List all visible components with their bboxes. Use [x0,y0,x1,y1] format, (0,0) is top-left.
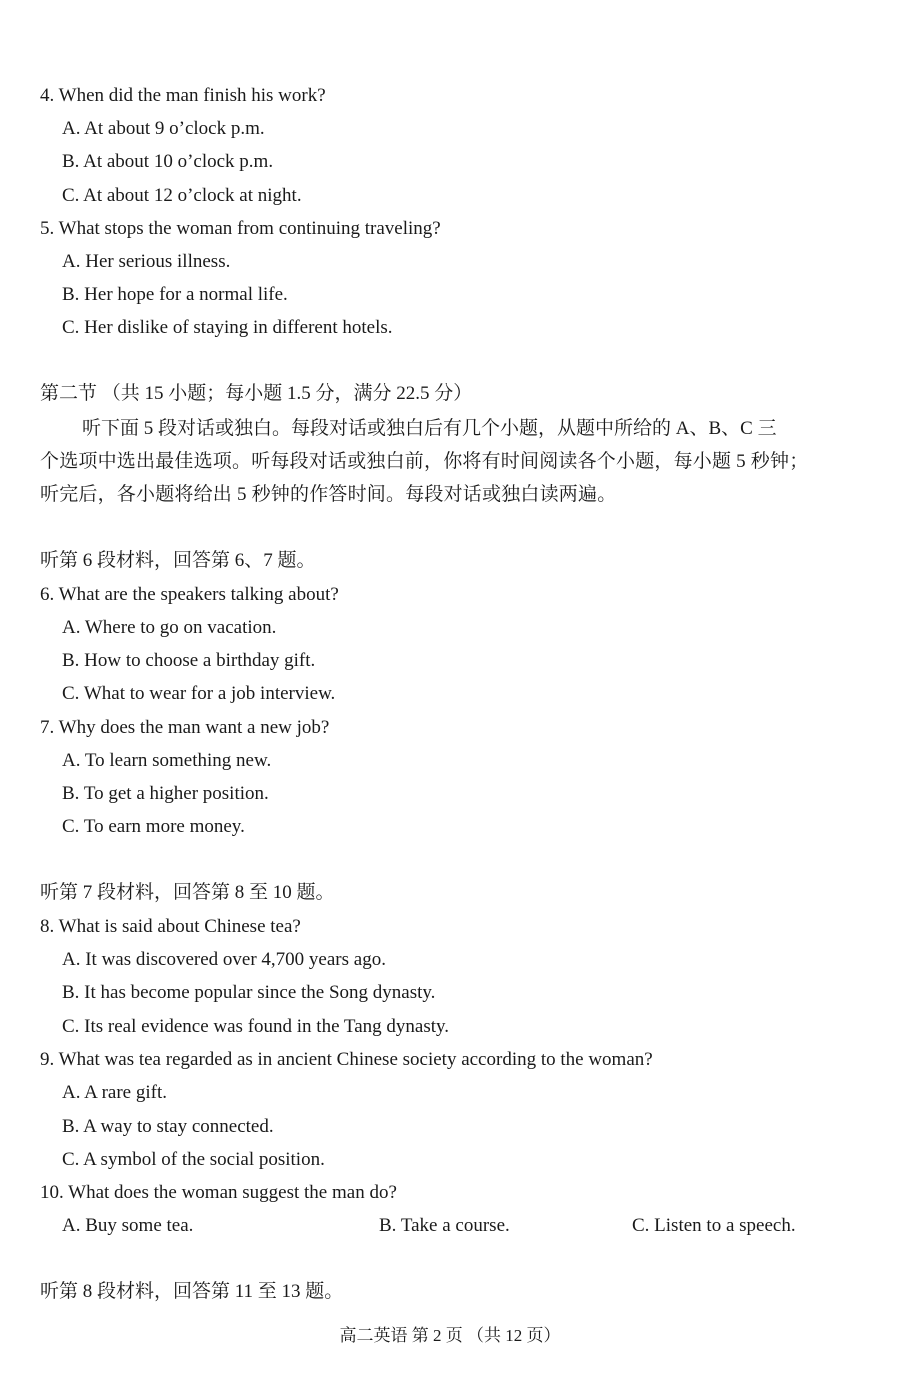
question-5-option-a: A. Her serious illness. [62,251,231,272]
question-7-option-c: C. To earn more money. [62,816,245,837]
question-4-option-a: A. At about 9 o’clock p.m. [62,118,265,139]
question-10-option-b: B. Take a course. [379,1215,510,1236]
material-6-heading: 听第 6 段材料，回答第 6、7 题。 [40,550,316,571]
question-4-option-b: B. At about 10 o’clock p.m. [62,151,274,172]
question-5-option-b: B. Her hope for a normal life. [62,284,288,305]
question-8-option-a: A. It was discovered over 4,700 years ago. [62,949,386,970]
question-9-option-c: C. A symbol of the social position. [62,1149,325,1170]
question-8-stem: 8. What is said about Chinese tea? [40,916,301,937]
question-6-option-b: B. How to choose a birthday gift. [62,650,316,671]
material-7-heading: 听第 7 段材料，回答第 8 至 10 题。 [40,882,335,903]
section-2-heading: 第二节 （共 15 小题；每小题 1.5 分，满分 22.5 分） [40,383,473,404]
question-7-option-b: B. To get a higher position. [62,783,269,804]
question-6-option-a: A. Where to go on vacation. [62,617,277,638]
page-footer: 高二英语 第 2 页 （共 12 页） [339,1326,561,1345]
question-10-option-a: A. Buy some tea. [62,1215,194,1236]
question-5-option-c: C. Her dislike of staying in different hotels. [62,317,393,338]
question-9-option-a: A. A rare gift. [62,1082,168,1103]
question-9-stem: 9. What was tea regarded as in ancient Chinese society according to the woman? [40,1049,653,1070]
question-8-option-b: B. It has become popular since the Song dynasty. [62,982,436,1003]
question-9-option-b: B. A way to stay connected. [62,1116,274,1137]
question-8-option-c: C. Its real evidence was found in the Tang dynasty. [62,1016,450,1037]
section-2-instruction-line-1: 听下面 5 段对话或独白。每段对话或独白后有几个小题，从题中所给的 A、B、C 三 [82,418,777,439]
question-7-stem: 7. Why does the man want a new job? [40,717,330,738]
section-2-instruction-line-3: 听完后，各小题将给出 5 秒钟的作答时间。每段对话或独白读两遍。 [40,484,617,505]
question-4-stem: 4. When did the man finish his work? [40,85,326,106]
question-6-option-c: C. What to wear for a job interview. [62,683,336,704]
section-2-instruction-line-2: 个选项中选出最佳选项。听每段对话或独白前，你将有时间阅读各个小题，每小题 5 秒钟； [40,451,809,472]
question-5-stem: 5. What stops the woman from continuing traveling? [40,218,441,239]
question-6-stem: 6. What are the speakers talking about? [40,584,339,605]
material-8-heading: 听第 8 段材料，回答第 11 至 13 题。 [40,1281,344,1302]
question-10-stem: 10. What does the woman suggest the man do? [40,1182,397,1203]
question-10-option-c: C. Listen to a speech. [632,1215,796,1236]
question-7-option-a: A. To learn something new. [62,750,272,771]
question-4-option-c: C. At about 12 o’clock at night. [62,185,302,206]
